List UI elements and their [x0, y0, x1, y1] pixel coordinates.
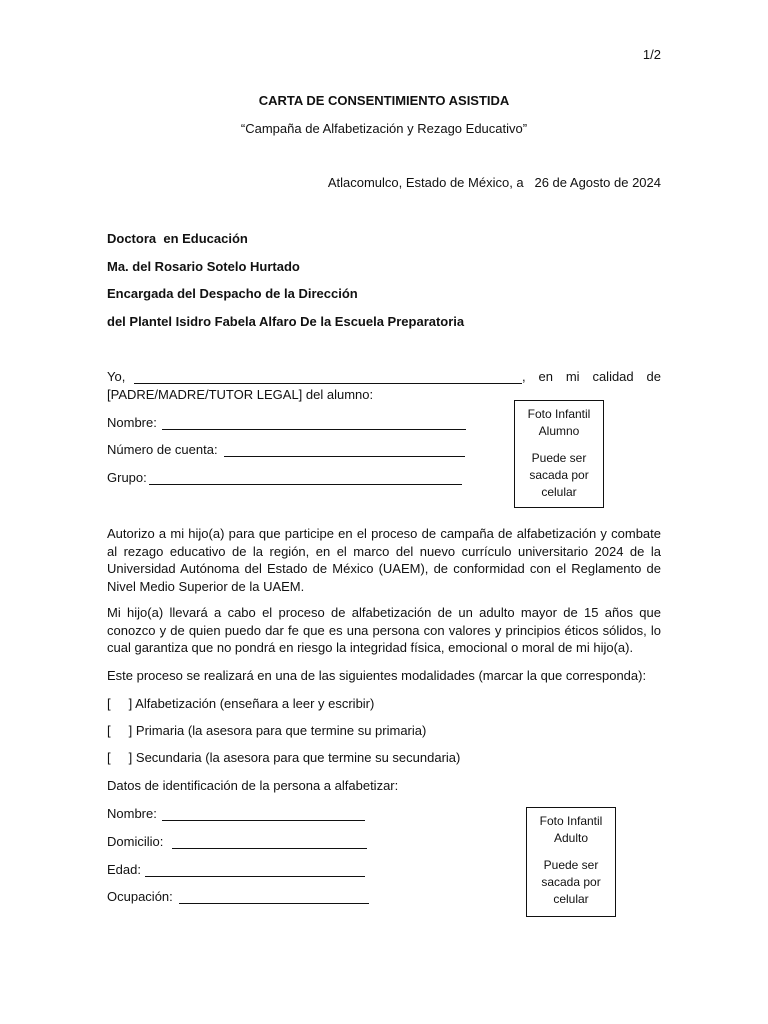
intro-calidad: , en mi calidad de [522, 369, 661, 384]
place-date: Atlacomulco, Estado de México, a 26 de Agosto de 2024 [327, 175, 661, 190]
modalities-intro: Este proceso se realizará en una de las siguientes modalidades (marcar la que corresponda): [107, 668, 647, 683]
adult-age-line[interactable] [145, 862, 365, 877]
student-name-line[interactable] [162, 415, 466, 430]
adult-photo-box [526, 807, 616, 917]
adult-occupation-line[interactable] [179, 889, 369, 904]
modality-secundaria[interactable]: [ ] Secundaria (la asesora para que termine su secundaria) [107, 750, 461, 765]
recipient-line-2: Ma. del Rosario Sotelo Hurtado [107, 259, 300, 274]
intro-yo: Yo, [107, 369, 126, 384]
recipient-line-4: del Plantel Isidro Fabela Alfaro De la Escuela Preparatoria [107, 314, 465, 329]
document-subtitle: “Campaña de Alfabetización y Rezago Educativo” [240, 121, 528, 136]
modality-alfabetizacion[interactable]: [ ] Alfabetización (enseñara a leer y escribir) [107, 696, 375, 711]
student-photo-note: Puede ser sacada por celular [529, 451, 589, 499]
modality-primaria[interactable]: [ ] Primaria (la asesora para que termine su primaria) [107, 723, 427, 738]
paragraph-process: Mi hijo(a) llevará a cabo el proceso de alfabetización de un adulto mayor de 15 años que conozco y de quien puedo dar fe que es una persona con valores y principios éticos sólidos, lo cual garantiza que no pondrá en riesgo la integridad física, emocional o moral de mi hijo(a). [107, 605, 661, 655]
page-number: 1/2 [642, 47, 661, 62]
adult-occupation-label: Ocupación: [107, 889, 173, 904]
adult-age-label: Edad: [107, 862, 141, 877]
adult-name-label: Nombre: [107, 806, 157, 821]
adult-address-label: Domicilio: [107, 834, 164, 849]
student-photo-line-2: Alumno [538, 424, 580, 438]
adult-intro: Datos de identificación de la persona a alfabetizar: [107, 778, 399, 793]
document-title: CARTA DE CONSENTIMIENTO ASISTIDA [258, 93, 510, 108]
student-photo-line-1: Foto Infantil [527, 407, 591, 421]
student-photo-box [514, 400, 604, 508]
student-name-label: Nombre: [107, 415, 157, 430]
paragraph-authorization: Autorizo a mi hijo(a) para que participe en el proceso de campaña de alfabetización y combate al rezago educativo de la región, en el marco del nuevo currículo universitario 2024 de la Universidad Autónoma del Estado de México (UAEM), de conformidad con el Reglamento de Nivel Medio Superior de la UAEM. [107, 526, 661, 594]
recipient-line-3: Encargada del Despacho de la Dirección [107, 286, 358, 301]
student-group-label: Grupo: [107, 470, 147, 485]
adult-address-line[interactable] [172, 834, 367, 849]
adult-name-line[interactable] [162, 806, 365, 821]
adult-photo-line-2: Adulto [553, 831, 589, 845]
student-group-line[interactable] [149, 470, 462, 485]
intro-role: [PADRE/MADRE/TUTOR LEGAL] del alumno: [107, 387, 374, 402]
adult-photo-note: Puede ser sacada por celular [541, 858, 601, 906]
intro-name-line[interactable] [134, 369, 522, 384]
student-account-line[interactable] [224, 442, 465, 457]
student-account-label: Número de cuenta: [107, 442, 218, 457]
adult-photo-line-1: Foto Infantil [539, 814, 603, 828]
recipient-line-1: Doctora en Educación [107, 231, 248, 246]
